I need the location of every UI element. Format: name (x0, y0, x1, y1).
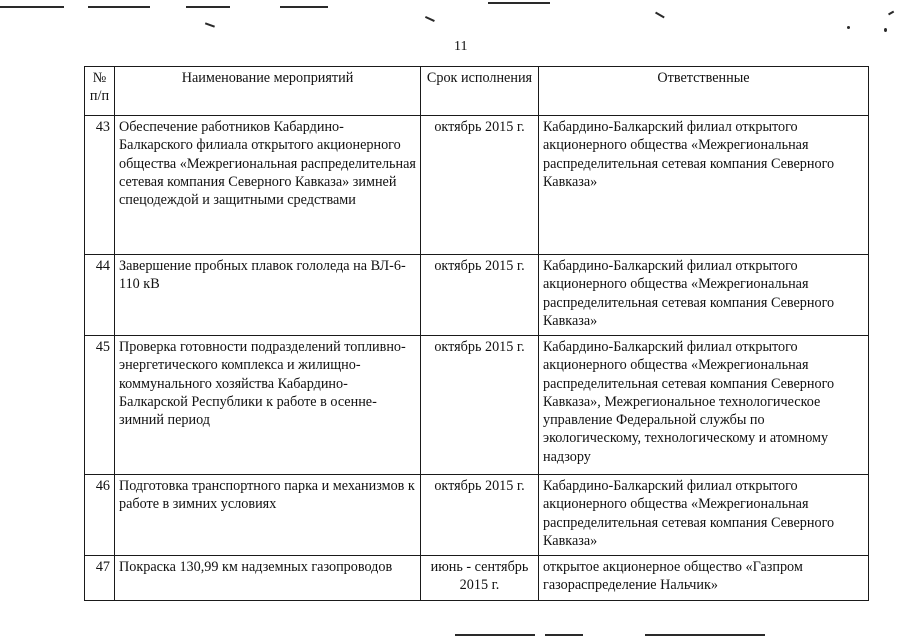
row-responsible: Кабардино-Балкарский филиал открытого акционерного общества «Межрегиональная распределительная сетевая компания Северного Кавказа», Межрегиональное технологическое управление Федеральной службы по экологическому, технологическому и атомному надзору (539, 336, 869, 475)
row-responsible: открытое акционерное общество «Газпром газораспределение Нальчик» (539, 556, 869, 601)
table-row (85, 475, 869, 556)
row-number: 44 (85, 255, 115, 336)
row-activity: Проверка готовности подразделений топливно-энергетического комплекса и жилищно-коммунального хозяйства Кабардино-Балкарской Республики к работе в осенне-зимний период (115, 336, 421, 475)
scan-artifact-dot (847, 26, 850, 29)
scan-artifact-line (205, 22, 215, 27)
row-deadline: июнь - сентябрь 2015 г. (421, 556, 539, 601)
row-activity: Обеспечение работников Кабардино-Балкарского филиала открытого акционерного общества «Межрегиональная распределительная сетевая компания Северного Кавказа» зимней спецодеждой и защитными средствами (115, 116, 421, 255)
table-header-row (85, 67, 869, 116)
row-responsible: Кабардино-Балкарский филиал открытого акционерного общества «Межрегиональная распределительная сетевая компания Северного Кавказа» (539, 255, 869, 336)
scan-artifact-dot (884, 28, 887, 32)
scan-artifact-line (888, 11, 894, 15)
table-row (85, 255, 869, 336)
header-activity: Наименование мероприятий (115, 67, 421, 116)
row-activity: Подготовка транспортного парка и механизмов к работе в зимних условиях (115, 475, 421, 556)
row-number: 45 (85, 336, 115, 475)
table-row (85, 336, 869, 475)
header-responsible: Ответственные (539, 67, 869, 116)
row-responsible: Кабардино-Балкарский филиал открытого акционерного общества «Межрегиональная распределительная сетевая компания Северного Кавказа» (539, 116, 869, 255)
page-number: 11 (454, 39, 468, 54)
row-deadline: октябрь 2015 г. (421, 475, 539, 556)
scan-artifact-line (186, 6, 230, 8)
scan-artifact-line (425, 16, 435, 22)
scan-artifact-line (0, 6, 64, 8)
table-row (85, 556, 869, 601)
row-activity: Завершение пробных плавок гололеда на ВЛ-6-110 кВ (115, 255, 421, 336)
scan-artifact-line (488, 2, 550, 4)
scan-artifact-line (455, 634, 535, 636)
scan-artifact-line (280, 6, 328, 8)
row-number: 47 (85, 556, 115, 601)
events-table (84, 66, 869, 601)
table-row (85, 116, 869, 255)
scan-artifact-line (655, 12, 664, 18)
header-number: № п/п (85, 67, 115, 116)
header-deadline: Срок исполнения (421, 67, 539, 116)
row-activity: Покраска 130,99 км надземных газопроводов (115, 556, 421, 601)
row-deadline: октябрь 2015 г. (421, 116, 539, 255)
scan-artifact-line (545, 634, 583, 636)
row-number: 46 (85, 475, 115, 556)
row-responsible: Кабардино-Балкарский филиал открытого акционерного общества «Межрегиональная распределительная сетевая компания Северного Кавказа» (539, 475, 869, 556)
row-deadline: октябрь 2015 г. (421, 255, 539, 336)
scan-artifact-line (88, 6, 150, 8)
row-number: 43 (85, 116, 115, 255)
scan-artifact-line (645, 634, 765, 636)
row-deadline: октябрь 2015 г. (421, 336, 539, 475)
